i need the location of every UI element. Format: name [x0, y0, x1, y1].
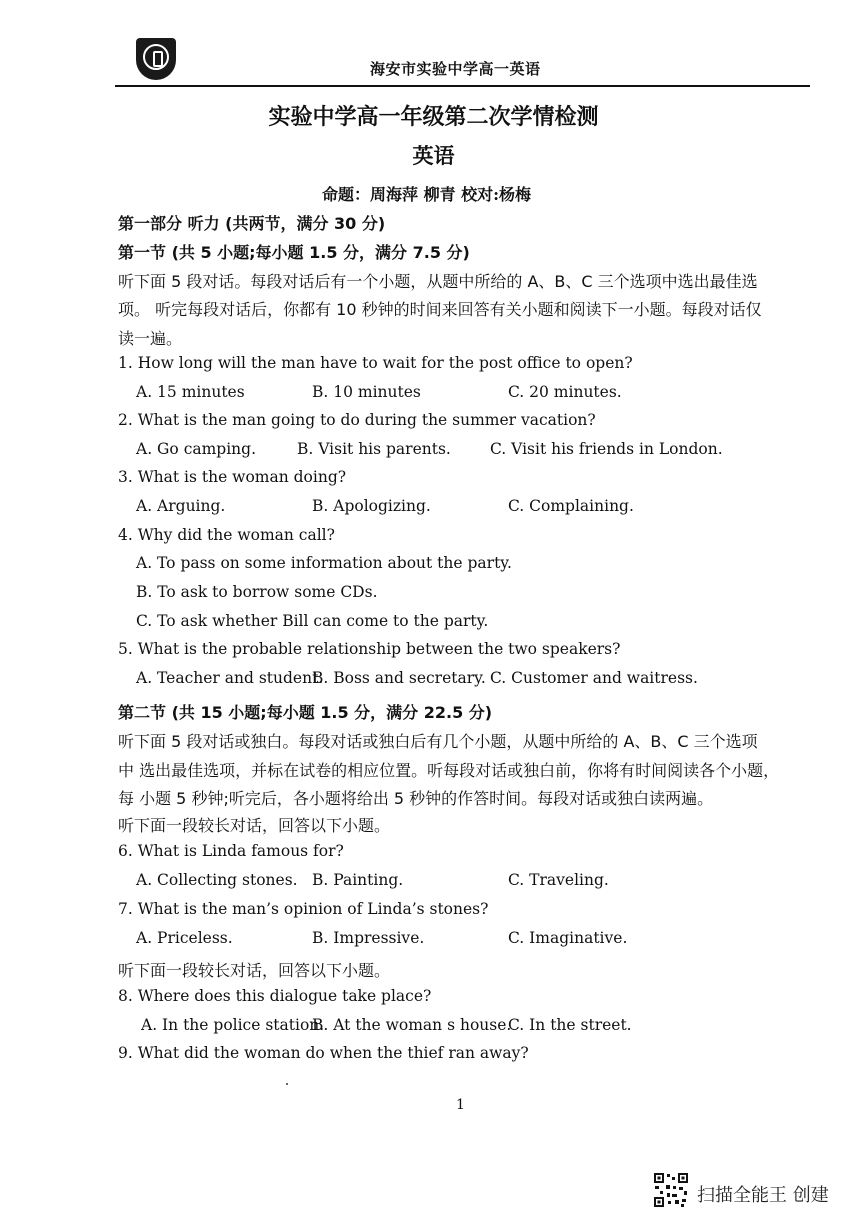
question: 2. What is the man going to do during the summer vacation? [118, 411, 596, 429]
school-crest-icon [136, 38, 176, 80]
option-a: A. To pass on some information about the party. [136, 554, 512, 572]
exam-title: 实验中学高一年级第二次学情检测 [268, 105, 599, 130]
header-divider [115, 85, 810, 87]
page-number: 1 [456, 1097, 465, 1113]
section2-instruction-line: 中 选出最佳选项，并标在试卷的相应位置。听每段对话或独白前，你将有时间阅读各个小题， [118, 761, 780, 780]
option-c: C. In the street. [508, 1016, 632, 1034]
question: 1. How long will the man have to wait for the post office to open? [118, 354, 633, 372]
option-b: B. 10 minutes [312, 383, 421, 401]
dialogue-lead: 听下面一段较长对话，回答以下小题。 [118, 961, 391, 980]
option-c: C. Visit his friends in London. [490, 440, 723, 458]
part1-heading: 第一部分 听力 (共两节，满分 30 分) [118, 214, 386, 233]
option-c: C. Traveling. [508, 871, 609, 889]
section2-instruction-line: 听下面 5 段对话或独白。每段对话或独白后有几个小题，从题中所给的 A、B、C 三个选项 [118, 732, 758, 751]
question: 8. Where does this dialogue take place? [118, 987, 432, 1005]
option-a: A. Teacher and student. [136, 669, 324, 687]
option-b: B. Boss and secretary. [312, 669, 486, 687]
section1-instruction-line: 项。 听完每段对话后，你都有 10 秒钟的时间来回答有关小题和阅读下一小题。每段对话仅 [118, 300, 762, 319]
section1-instruction-line: 听下面 5 段对话。每段对话后有一个小题，从题中所给的 A、B、C 三个选项中选出最佳选 [118, 272, 758, 291]
question: 6. What is Linda famous for? [118, 842, 344, 860]
option-b: B. Painting. [312, 871, 404, 889]
option-a: A. Priceless. [136, 929, 233, 947]
question: 3. What is the woman doing? [118, 468, 347, 486]
qr-code-icon [653, 1172, 689, 1208]
option-b: B. To ask to borrow some CDs. [136, 583, 378, 601]
question: 4. Why did the woman call? [118, 526, 335, 544]
option-a: A. Arguing. [136, 497, 226, 515]
section1-heading: 第一节 (共 5 小题;每小题 1.5 分，满分 7.5 分) [118, 243, 470, 262]
header-school-name: 海安市实验中学高一英语 [370, 60, 541, 78]
exam-authors: 命题：周海萍 柳青 校对:杨梅 [322, 185, 532, 204]
option-c: C. To ask whether Bill can come to the party. [136, 612, 489, 630]
option-c: C. Customer and waitress. [490, 669, 698, 687]
scan-speck [286, 1083, 288, 1085]
option-a: A. In the police station. [141, 1016, 325, 1034]
question: 9. What did the woman do when the thief ran away? [118, 1044, 529, 1062]
section1-instruction-line: 读一遍。 [118, 329, 183, 348]
option-c: C. 20 minutes. [508, 383, 622, 401]
question: 7. What is the man’s opinion of Linda’s stones? [118, 900, 489, 918]
exam-subject: 英语 [412, 144, 455, 168]
question: 5. What is the probable relationship between the two speakers? [118, 640, 621, 658]
section2-heading: 第二节 (共 15 小题;每小题 1.5 分，满分 22.5 分) [118, 703, 493, 722]
option-b: B. Visit his parents. [297, 440, 451, 458]
option-b: B. At the woman s house. [312, 1016, 512, 1034]
option-a: A. Go camping. [136, 440, 257, 458]
section2-instruction-line: 每 小题 5 秒钟;听完后，各小题将给出 5 秒钟的作答时间。每段对话或独白读两遍。 [118, 789, 714, 808]
option-b: B. Impressive. [312, 929, 425, 947]
option-b: B. Apologizing. [312, 497, 431, 515]
scanner-watermark: 扫描全能王 创建 [697, 1185, 829, 1206]
option-a: A. Collecting stones. [136, 871, 298, 889]
dialogue-lead: 听下面一段较长对话，回答以下小题。 [118, 816, 391, 835]
option-c: C. Complaining. [508, 497, 634, 515]
option-a: A. 15 minutes [136, 383, 245, 401]
option-c: C. Imaginative. [508, 929, 628, 947]
